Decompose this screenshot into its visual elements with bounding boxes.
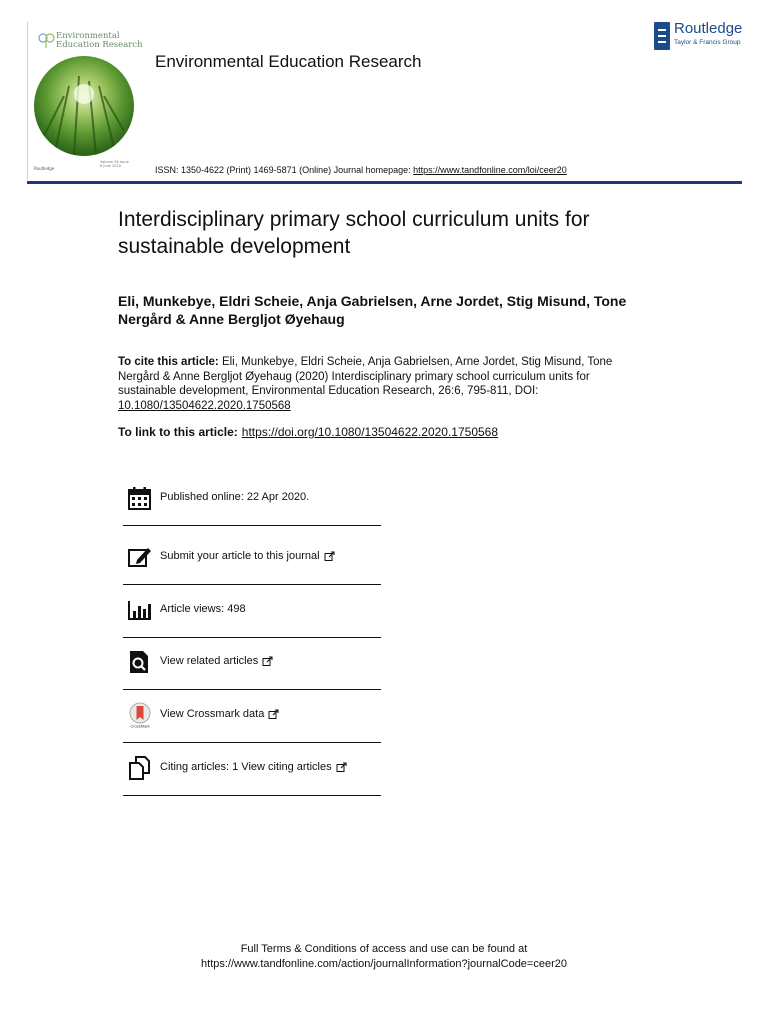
article-authors: Eli, Munkebye, Eldri Scheie, Anja Gabrielsen, Arne Jordet, Stig Misund, Tone Nergård & Anne Bergljot Øyehaug: [118, 293, 627, 327]
divider: [123, 689, 381, 690]
article-title: Interdisciplinary primary school curriculum units for sustainable development: [118, 208, 590, 258]
search-document-icon: [127, 649, 153, 675]
journal-cover-thumbnail: [27, 22, 143, 180]
routledge-icon: [654, 22, 670, 50]
external-link-icon: [268, 709, 279, 720]
article-views-text: Article views: 498: [160, 603, 246, 615]
cite-label: To cite this article:: [118, 356, 219, 368]
citing-articles-text: Citing articles: 1 View citing articles: [160, 761, 332, 773]
link-label: To link to this article:: [118, 425, 238, 439]
cite-text: Eli, Munkebye, Eldri Scheie, Anja Gabrielsen, Arne Jordet, Stig Misund, Tone Nergård & Anne Bergljot Øyehaug (2020) Interdisciplinary primary school curriculum units for sustainable development, Environmental Education Research, 26:6, 795-811, DOI:: [118, 356, 613, 397]
terms-text: Full Terms & Conditions of access and use can be found at: [240, 943, 528, 955]
publisher-logo[interactable]: [652, 20, 748, 54]
external-link-icon: [324, 551, 335, 562]
divider: [123, 584, 381, 585]
terms-footer: [0, 942, 768, 972]
header-divider: [27, 181, 742, 184]
submit-article-text: Submit your article to this journal: [160, 550, 320, 562]
published-online-row: [123, 474, 381, 526]
crossmark-row[interactable]: [123, 691, 381, 743]
citing-articles-icon: [127, 755, 153, 781]
article-doi-link[interactable]: https://doi.org/10.1080/13504622.2020.1750568: [241, 425, 499, 439]
submit-article-row[interactable]: [123, 533, 381, 585]
citation-block: [118, 355, 618, 413]
journal-homepage-link[interactable]: https://www.tandfonline.com/loi/ceer20: [413, 165, 567, 175]
journal-name: Environmental Education Research: [155, 52, 422, 71]
cover-forest-image: [34, 56, 134, 156]
crossmark-icon-label: CrossMark: [130, 723, 150, 728]
publisher-name: Routledge: [674, 20, 743, 37]
cite-doi-link[interactable]: 10.1080/13504622.2020.1750568: [118, 399, 291, 412]
article-views-row: [123, 586, 381, 638]
cover-footer: Routledge Volume 26 Issue 6 June 2020: [34, 160, 129, 171]
external-link-icon: [262, 656, 273, 667]
divider: [123, 742, 381, 743]
terms-url[interactable]: https://www.tandfonline.com/action/journalInformation?journalCode=ceer20: [201, 958, 567, 970]
calendar-icon: [127, 485, 153, 511]
crossmark-text: View Crossmark data: [160, 708, 265, 720]
citing-articles-row[interactable]: [123, 744, 381, 796]
bar-chart-icon: [127, 597, 153, 623]
related-articles-text: View related articles: [160, 655, 259, 667]
cover-title: Environmental Education Research: [56, 31, 143, 50]
article-link-line: [118, 425, 498, 439]
published-online-text: Published online: 22 Apr 2020.: [160, 491, 310, 503]
issn-line: [155, 165, 567, 175]
divider: [123, 795, 381, 796]
related-articles-row[interactable]: [123, 638, 381, 690]
edit-icon: [127, 544, 153, 570]
crossmark-icon: [127, 702, 153, 728]
divider: [123, 525, 381, 526]
publisher-subtitle: Taylor & Francis Group: [674, 39, 741, 46]
external-link-icon: [336, 762, 347, 773]
issn-text: ISSN: 1350-4622 (Print) 1469-5871 (Online) Journal homepage:: [155, 165, 414, 175]
